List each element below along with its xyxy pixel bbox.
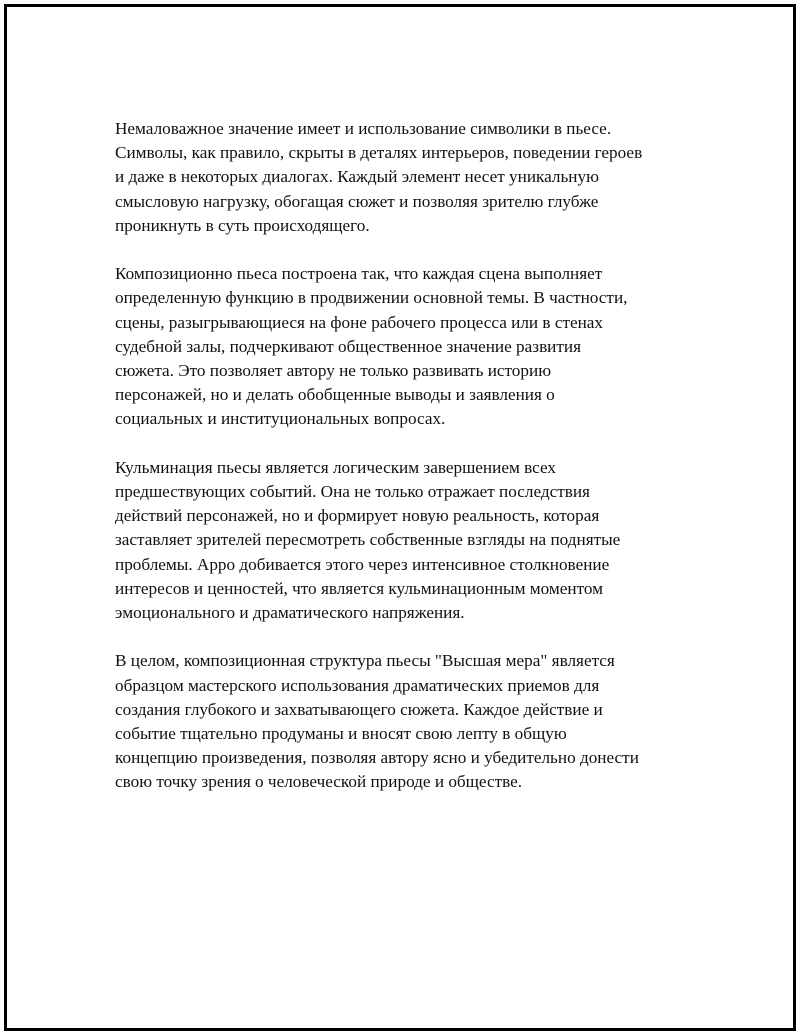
text-line: интересов и ценностей, что является кульминационным моментом (115, 578, 604, 598)
text-line: проблемы. Арро добивается этого через интенсивное столкновение (115, 554, 610, 574)
text-line: персонажей, но и делать обобщенные выводы и заявления о (115, 385, 555, 405)
text-line: определенную функцию в продвижении основной темы. В частности, (115, 288, 628, 308)
text-line: Кульминация пьесы является логическим завершением всех (115, 457, 556, 477)
paragraph-gap (115, 625, 690, 649)
document-body (115, 117, 690, 795)
paragraph-climax (115, 456, 690, 625)
text-line: проникнуть в суть происходящего. (115, 215, 370, 235)
text-line: создания глубокого и захватывающего сюжета. Каждое действие и (115, 699, 603, 719)
paragraph-symbolism (115, 117, 690, 238)
text-line: социальных и институциональных вопросах. (115, 409, 446, 429)
text-line: действий персонажей, но и формирует новую реальность, которая (115, 506, 600, 526)
text-line: заставляет зрителей пересмотреть собственные взгляды на поднятые (115, 530, 621, 550)
text-line: Символы, как правило, скрыты в деталях интерьеров, поведении героев (115, 143, 643, 163)
text-line: Немаловажное значение имеет и использование символики в пьесе. (115, 119, 612, 138)
paragraph-conclusion (115, 649, 690, 794)
text-line: сюжета. Это позволяет автору не только развивать историю (115, 361, 552, 381)
text-line: эмоционального и драматического напряжения. (115, 603, 465, 623)
text-line: свою точку зрения о человеческой природе и обществе. (115, 772, 523, 792)
text-line: событие тщательно продуманы и вносят свою лепту в общую (115, 724, 567, 744)
text-line: предшествующих событий. Она не только отражает последствия (115, 482, 590, 502)
text-line: концепцию произведения, позволяя автору ясно и убедительно донести (115, 748, 639, 768)
paragraph-gap (115, 432, 690, 456)
text-line: смысловую нагрузку, обогащая сюжет и позволяя зрителю глубже (115, 191, 599, 211)
text-line: судебной залы, подчеркивают общественное значение развития (115, 336, 581, 356)
text-line: образцом мастерского использования драматических приемов для (115, 675, 600, 695)
paragraph-gap (115, 238, 690, 262)
text-line: и даже в некоторых диалогах. Каждый элемент несет уникальную (115, 167, 599, 187)
text-line: Композиционно пьеса построена так, что каждая сцена выполняет (115, 264, 603, 284)
text-line: сцены, разыгрывающиеся на фоне рабочего процесса или в стенах (115, 312, 604, 332)
paragraph-composition (115, 262, 690, 431)
text-line: В целом, композиционная структура пьесы "Высшая мера" является (115, 651, 615, 671)
